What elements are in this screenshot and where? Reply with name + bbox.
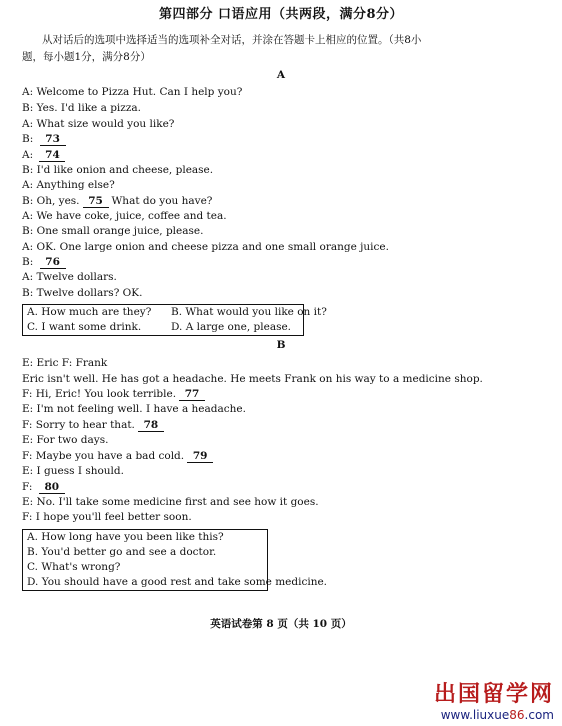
watermark-site-name: 出国留学网	[433, 682, 554, 707]
dialogue-line-b8	[22, 481, 68, 494]
answer-blank-79[interactable]: 79	[187, 450, 213, 463]
dialogue-line-a9: B: One small orange juice, please.	[22, 225, 204, 237]
option-b[interactable]: B. What would you like on it?	[171, 306, 327, 318]
speaker-prefix: B: Oh, yes.	[22, 195, 80, 207]
answer-blank-74[interactable]: 74	[39, 149, 65, 162]
watermark-url: www.liuxue86.com	[440, 708, 554, 722]
instruction-line-1: 从对话后的选项中选择适当的选项补全对话，并涂在答题卡上相应的位置。（共8小	[42, 34, 422, 46]
dialogue-line-b2	[22, 388, 208, 401]
dialogue-line-a1: B: Yes. I'd like a pizza.	[22, 102, 141, 114]
dialogue-line-a3	[22, 133, 69, 146]
section-title: 第四部分 口语应用（共两段，满分8分）	[158, 7, 404, 22]
dialogue-line-a4	[22, 149, 68, 162]
dialogue-line-b9: E: No. I'll take some medicine first and see how it goes.	[22, 496, 319, 508]
section-a-label: A	[276, 69, 286, 81]
option-d[interactable]: D. A large one, please.	[171, 321, 292, 333]
answer-blank-77[interactable]: 77	[179, 388, 205, 401]
option-c[interactable]: C. What's wrong?	[27, 561, 121, 573]
section-b-label: B	[276, 339, 286, 351]
dialogue-line-a7	[22, 195, 212, 208]
speaker-prefix: A:	[22, 149, 37, 161]
dialogue-line-a0: A: Welcome to Pizza Hut. Can I help you?	[22, 86, 243, 98]
dialogue-line-a5: B: I'd like onion and cheese, please.	[22, 164, 214, 176]
option-a[interactable]: A. How long have you been like this?	[27, 531, 224, 543]
dialogue-line-b7: E: I guess I should.	[22, 465, 124, 477]
answer-blank-80[interactable]: 80	[39, 481, 65, 494]
answer-blank-78[interactable]: 78	[138, 419, 164, 432]
dialogue-line-b10: F: I hope you'll feel better soon.	[22, 511, 192, 523]
dialogue-line-b3: E: I'm not feeling well. I have a headache.	[22, 403, 246, 415]
speaker-prefix: F: Sorry to hear that.	[22, 419, 135, 431]
speaker-prefix: F: Hi, Eric! You look terrible.	[22, 388, 177, 400]
answer-blank-76[interactable]: 76	[40, 256, 66, 269]
options-box-b	[22, 529, 328, 591]
dialogue-line-a2: A: What size would you like?	[22, 118, 175, 130]
instructions	[22, 32, 547, 66]
dialogue-line-b4	[22, 419, 167, 432]
option-c[interactable]: C. I want some drink.	[27, 321, 142, 333]
dialogue-line-b0: E: Eric F: Frank	[22, 357, 108, 369]
dialogue-line-b1: Eric isn't well. He has got a headache. He meets Frank on his way to a medicine shop.	[22, 373, 483, 385]
answer-blank-73[interactable]: 73	[40, 133, 66, 146]
answer-blank-75[interactable]: 75	[83, 195, 109, 208]
speaker-prefix: F:	[22, 481, 36, 493]
site-watermark	[434, 677, 554, 722]
dialogue-line-b6	[22, 450, 216, 463]
line-continuation: What do you have?	[111, 195, 213, 207]
dialogue-line-b5: E: For two days.	[22, 434, 109, 446]
dialogue-line-a6: A: Anything else?	[22, 179, 115, 191]
dialogue-line-a13: B: Twelve dollars? OK.	[22, 287, 143, 299]
dialogue-line-a10: A: OK. One large onion and cheese pizza and one small orange juice.	[22, 241, 389, 253]
option-b[interactable]: B. You'd better go and see a doctor.	[27, 546, 217, 558]
dialogue-line-a11	[22, 256, 69, 269]
speaker-prefix: B:	[22, 256, 37, 268]
option-d[interactable]: D. You should have a good rest and take some medicine.	[27, 576, 328, 588]
speaker-prefix: F: Maybe you have a bad cold.	[22, 450, 185, 462]
dialogue-line-a12: A: Twelve dollars.	[22, 271, 117, 283]
instruction-line-2: 题，每小题1分，满分8分）	[22, 51, 151, 63]
dialogue-line-a8: A: We have coke, juice, coffee and tea.	[22, 210, 227, 222]
options-box-a	[22, 304, 327, 336]
speaker-prefix: B:	[22, 133, 37, 145]
option-a[interactable]: A. How much are they?	[27, 306, 152, 318]
page-footer: 英语试卷第 8 页（共 10 页）	[210, 618, 352, 630]
